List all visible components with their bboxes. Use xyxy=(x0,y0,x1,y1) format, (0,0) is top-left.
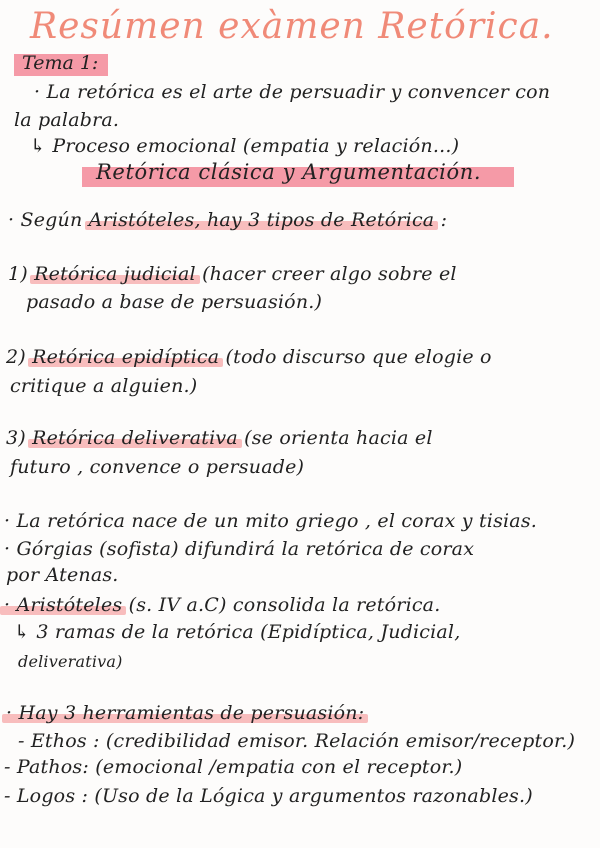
highlighted-text: Retórica judicial xyxy=(34,263,196,285)
list-item-1 xyxy=(8,262,457,286)
note-line: · La retórica nace de un mito griego , el corax y tisias. xyxy=(4,510,538,532)
note-line: · Górgias (sofista) difundirá la retórica de corax xyxy=(4,538,475,560)
note-text: : xyxy=(434,209,448,231)
note-line: - Ethos : (credibilidad emisor. Relación emisor/receptor.) xyxy=(18,730,576,752)
highlighted-text: Aristóteles, hay 3 tipos de Retórica xyxy=(88,209,435,231)
note-line: · La retórica es el arte de persuadir y convencer con xyxy=(34,81,551,103)
note-line: futuro , convence o persuade) xyxy=(10,456,305,478)
highlighted-text: Retórica epidíptica xyxy=(32,346,220,368)
note-line: - Pathos: (emocional /empatia con el receptor.) xyxy=(4,756,463,778)
note-line: por Atenas. xyxy=(6,564,119,586)
note-text: (todo discurso que elogie o xyxy=(219,346,492,368)
note-text: (s. IV a.C) consolida la retórica. xyxy=(122,594,441,616)
list-number: 3) xyxy=(6,427,33,449)
list-number: 2) xyxy=(6,346,33,368)
note-line: deliverativa) xyxy=(18,652,123,671)
note-line: critique a alguien.) xyxy=(10,375,198,397)
subtitle: Retórica clásica y Argumentación. xyxy=(96,160,482,184)
note-line xyxy=(8,208,447,232)
note-line: pasado a base de persuasión.) xyxy=(26,291,323,313)
tema-label: Tema 1: xyxy=(22,52,99,74)
note-line xyxy=(4,593,440,617)
note-line: ↳ 3 ramas de la retórica (Epidíptica, Judicial, xyxy=(14,621,461,643)
highlighted-text: · Hay 3 herramientas de persuasión: xyxy=(6,702,365,724)
highlighted-text: · Aristóteles xyxy=(4,594,123,616)
note-text: (hacer creer algo sobre el xyxy=(195,263,457,285)
note-line: - Logos : (Uso de la Lógica y argumentos razonables.) xyxy=(4,785,533,807)
note-text: · Según xyxy=(8,209,89,231)
highlighted-text: Retórica deliverativa xyxy=(32,427,238,449)
note-text: (se orienta hacia el xyxy=(237,427,433,449)
note-line: la palabra. xyxy=(14,109,120,131)
page-title: Resúmen exàmen Retórica. xyxy=(30,6,554,47)
list-number: 1) xyxy=(8,263,35,285)
list-item-3 xyxy=(6,426,433,450)
list-item-2 xyxy=(6,345,492,369)
note-line: ↳ Proceso emocional (empatia y relación...) xyxy=(30,135,460,157)
note-line xyxy=(6,701,364,725)
